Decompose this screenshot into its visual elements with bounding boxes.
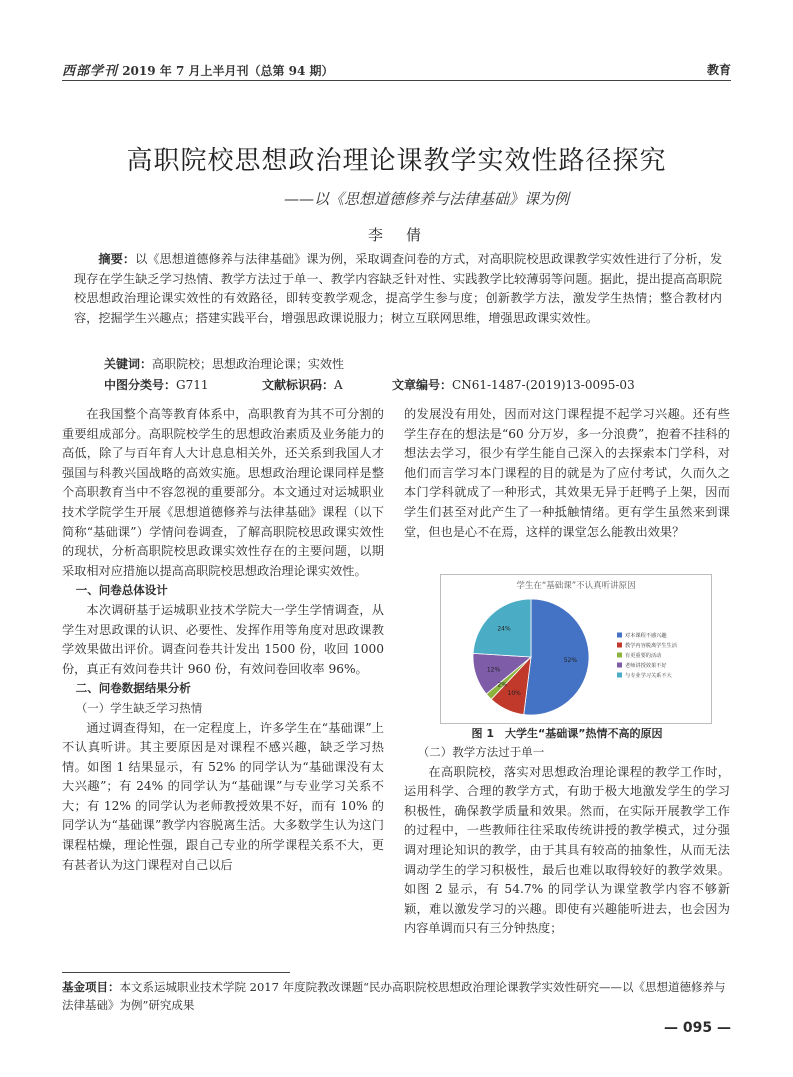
article-subtitle: ——以《思想道德修养与法律基础》课为例 <box>283 190 569 208</box>
paragraph-teaching-method: 在高职院校，落实对思想政治理论课程的教学工作时，运用科学、合理的教学方式，有助于极大地激发学生的学习积极性，确保教学质量和效果。然而，在实际开展教学工作的过程中，一些教师往往采取传统讲授的教学模式，过分强调对理论知识的教学，由于其具有较高的抽象性，从而无法调动学生的学习积极性，最后也难以取得较好的教学效果。如图 2 显示，有 54.7% 的同学认为课堂教学内容不够新颖，难以激发学习的兴趣。即使有兴趣能听进去，也会因为内容单调而只有三分钟热度； <box>404 764 730 936</box>
left-column <box>62 405 384 875</box>
journal-name: 西部学刊 <box>62 64 119 79</box>
legend-swatch <box>617 643 622 648</box>
section-label: 教育 <box>706 63 731 77</box>
legend-label: 教学内容脱离学生生活 <box>625 643 677 649</box>
subsection-heading-1: （一）学生缺乏学习热情 <box>75 700 203 715</box>
keywords-text: 高职院校；思想政治理论课；实效性 <box>152 357 345 371</box>
journal-header <box>62 60 334 79</box>
article-title: 高职院校思想政治理论课教学实效性路径探究 <box>126 146 667 176</box>
pie-value-label: 52% <box>563 656 578 664</box>
figure-1-chart <box>440 574 712 724</box>
paragraph-lack-enthusiasm: 通过调查得知，在一定程度上，许多学生在“基础课”上不认真听讲。其主要原因是对课程不感兴趣，缺乏学习热情。如图 1 结果显示，有 52% 的同学认为“基础课没有太大兴趣”；有 24% 的同学认为“基础课”与专业学习关系不大；有 12% 的同学认为老师教授效果不好，而有 10% 的同学认为“基础课”教学内容脱离生活。大多数学生认为这门课程枯燥，理论性强，跟自己专业的所学课程关系不大，更有甚者认为这门课程对自己以后 <box>62 720 384 872</box>
pie-value-label: 24% <box>497 625 511 633</box>
article-number-text: CN61-1487-(2019)13-0095-03 <box>452 378 635 392</box>
subsection-heading-2: （二）教学方法过于单一 <box>417 745 545 759</box>
article-number <box>392 376 635 393</box>
footnote-label: 基金项目： <box>62 980 120 994</box>
legend-label: 老师讲授效果不好 <box>625 663 667 669</box>
legend-label: 有更重要的活动 <box>625 653 662 659</box>
right-column-bottom <box>404 743 730 939</box>
classification-label: 中图分类号： <box>104 378 177 392</box>
legend-swatch <box>617 673 622 678</box>
doc-code <box>262 376 343 393</box>
footnote-text: 本文系运城职业技术学院 2017 年度院教改课题“民办高职院校思想政治理论课教学实效性研究——以《思想道德修养与法律基础》为例”研究成果 <box>62 980 726 1012</box>
figure-1-caption: 图 1 大学生“基础课”热情不高的原因 <box>471 727 663 740</box>
author-name: 李 倩 <box>367 226 425 244</box>
chart-title: 学生在“基础课”不认真听讲原因 <box>516 581 636 591</box>
pie-value-label: 2% <box>497 681 508 689</box>
section-heading-2: 二、问卷数据结果分析 <box>75 681 191 696</box>
pie-value-label: 12% <box>486 666 501 674</box>
pie-value-label: 10% <box>507 690 521 698</box>
legend-label: 与专业学习关系不大 <box>625 673 672 679</box>
abstract <box>74 250 722 328</box>
footnote-divider <box>62 972 290 973</box>
header-divider <box>62 80 731 81</box>
keywords-label: 关键词： <box>104 357 153 371</box>
paragraph-survey-design: 本次调研基于运城职业技术学院大一学生学情调查，从学生对思政课的认识、必要性、发挥作用等角度对思政课教学效果做出评价。调查问卷共计发出 1500 份，收回 1000 份，真正有效问卷共计 960 份，有效问卷回收率 96%。 <box>62 602 384 676</box>
classification <box>104 376 209 393</box>
abstract-label: 摘要： <box>98 252 136 266</box>
legend-swatch <box>617 663 622 668</box>
paragraph-continued: 的发展没有用处，因而对这门课程提不起学习兴趣。还有些学生存在的想法是“60 分万岁，多一分浪费”，抱着不挂科的想法去学习，很少有学生能自己深入的去探索本门学科，对他们而言学习本门课程的目的就是为了应付考试，久而久之本门学科就成了一种形式，其效果无异于赶鸭子上架，因而学生们甚至对此产生了一种抵触情绪。更有学生虽然来到课堂，但也是心不在焉，这样的课堂怎么能教出效果？ <box>404 407 730 539</box>
legend-swatch <box>617 633 622 638</box>
section-heading-1: 一、问卷总体设计 <box>75 583 168 598</box>
right-column-top <box>404 405 730 542</box>
doc-code-text: A <box>334 378 343 392</box>
footnote <box>62 978 732 1014</box>
pie-slice <box>524 599 589 715</box>
page-number: — 095 — <box>664 1020 731 1036</box>
article-number-label: 文章编号： <box>392 378 453 392</box>
classification-text: G711 <box>176 378 209 392</box>
legend-label: 对本课程不感兴趣 <box>625 633 667 639</box>
pie-chart-svg <box>441 575 711 723</box>
intro-paragraph: 在我国整个高等教育体系中，高职教育为其不可分割的重要组成部分。高职院校学生的思想政治素质及业务能力的高低，除了与百年育人大计息息相关外，还关系到我国人才强国与科教兴国战略的高效实施。思想政治理论课同样是整个高职教育当中不容忽视的重要部分。本文通过对运城职业技术学院学生开展《思想道德修养与法律基础》课程（以下简称“基础课”）学情问卷调查，了解高职院校思政课实效性的现状，分析高职院校思政课实效性存在的主要问题，以期采取相对应措施以提高高职院校思想政治理论课实效性。 <box>62 407 384 578</box>
abstract-text: 以《思想道德修养与法律基础》课为例，采取调查问卷的方式，对高职院校思政课教学实效性进行了分析，发现存在学生缺乏学习热情、教学方法过于单一、教学内容缺乏针对性、实践教学比较薄弱等问题。据此，提出提高高职院校思想政治理论课实效性的有效路径，即转变教学观念，提高学生参与度；创新教学方法，激发学生热情；整合教材内容，挖掘学生兴趣点；搭建实践平台，增强思政课说服力；树立互联网思维，增强思政课实效性。 <box>74 252 723 325</box>
keywords <box>104 355 344 372</box>
doc-code-label: 文献标识码： <box>262 378 335 392</box>
journal-issue: 2019 年 7 月上半月刊（总第 94 期） <box>122 64 334 78</box>
legend-swatch <box>617 653 622 658</box>
